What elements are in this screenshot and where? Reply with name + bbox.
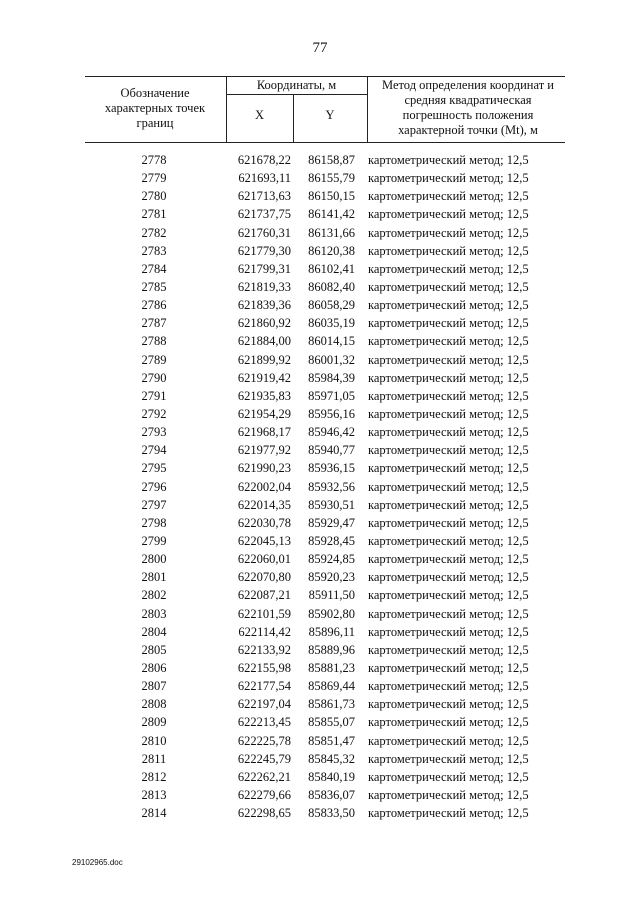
cell-point: 2796 <box>141 479 167 494</box>
cell-point: 2811 <box>141 751 167 766</box>
cell-y: 85836,07 <box>308 787 355 802</box>
header-coords: Координаты, м <box>256 78 337 92</box>
cell-y: 85902,80 <box>308 606 355 621</box>
table-row <box>85 496 565 514</box>
cell-x: 622213,45 <box>237 715 291 730</box>
cell-y: 85984,39 <box>308 370 355 385</box>
cell-x: 621919,42 <box>237 370 291 385</box>
cell-x: 622114,42 <box>238 624 291 639</box>
cell-y: 85956,16 <box>308 406 355 421</box>
table-row <box>85 478 565 496</box>
cell-method: картометрический метод; 12,5 <box>368 515 529 530</box>
header-point: Обозначение характерных точек границ <box>104 86 206 130</box>
cell-point: 2800 <box>141 552 167 567</box>
cell-point: 2789 <box>141 352 167 367</box>
cell-point: 2809 <box>141 715 167 730</box>
header-top-rule <box>85 76 565 77</box>
cell-point: 2799 <box>141 533 167 548</box>
cell-method: картометрический метод; 12,5 <box>368 461 529 476</box>
cell-method: картометрический метод; 12,5 <box>368 153 529 167</box>
table-row <box>85 750 565 768</box>
cell-y: 85929,47 <box>308 515 355 530</box>
cell-y: 85833,50 <box>308 806 355 821</box>
coords-sub-rule <box>226 94 367 95</box>
cell-x: 621779,30 <box>237 243 291 258</box>
header-y: Y <box>325 108 335 122</box>
cell-method: картометрический метод; 12,5 <box>368 352 529 367</box>
page-number: 77 <box>312 40 328 56</box>
cell-method: картометрический метод; 12,5 <box>368 279 529 294</box>
cell-x: 621799,31 <box>237 261 291 276</box>
table-row <box>85 532 565 550</box>
cell-x: 621760,31 <box>237 225 291 240</box>
cell-point: 2791 <box>141 388 167 403</box>
cell-x: 621678,22 <box>237 153 291 167</box>
cell-y: 86001,32 <box>308 352 355 367</box>
table-row <box>85 768 565 786</box>
cell-method: картометрический метод; 12,5 <box>368 497 529 512</box>
table-body <box>85 151 565 822</box>
cell-method: картометрический метод; 12,5 <box>368 171 529 186</box>
cell-y: 86150,15 <box>308 189 355 204</box>
cell-y: 85845,32 <box>308 751 355 766</box>
table-row <box>85 659 565 677</box>
cell-point: 2798 <box>141 515 167 530</box>
cell-method: картометрический метод; 12,5 <box>368 606 529 621</box>
cell-x: 622225,78 <box>237 733 291 748</box>
cell-y: 85869,44 <box>308 679 355 694</box>
cell-y: 85928,45 <box>308 533 355 548</box>
cell-y: 85851,47 <box>308 733 355 748</box>
header-divider-3 <box>367 76 368 142</box>
doc-code: 29102965.doc <box>72 858 123 867</box>
cell-point: 2812 <box>141 769 167 784</box>
cell-point: 2787 <box>141 316 167 331</box>
cell-point: 2781 <box>141 207 167 222</box>
cell-method: картометрический метод; 12,5 <box>368 225 529 240</box>
cell-method: картометрический метод; 12,5 <box>368 787 529 802</box>
cell-point: 2778 <box>141 153 167 167</box>
cell-y: 85932,56 <box>308 479 355 494</box>
cell-point: 2779 <box>141 171 167 186</box>
cell-y: 86058,29 <box>308 298 355 313</box>
cell-method: картометрический метод; 12,5 <box>368 733 529 748</box>
cell-x: 621968,17 <box>237 425 291 440</box>
cell-method: картометрический метод; 12,5 <box>368 243 529 258</box>
cell-x: 622101,59 <box>237 606 291 621</box>
cell-point: 2805 <box>141 642 167 657</box>
table-row <box>85 732 565 750</box>
cell-y: 85840,19 <box>308 769 355 784</box>
cell-method: картометрический метод; 12,5 <box>368 624 529 639</box>
cell-method: картометрический метод; 12,5 <box>368 207 529 222</box>
cell-method: картометрический метод; 12,5 <box>368 552 529 567</box>
cell-x: 621884,00 <box>237 334 291 349</box>
cell-method: картометрический метод; 12,5 <box>368 660 529 675</box>
cell-method: картометрический метод; 12,5 <box>368 806 529 821</box>
table-row <box>85 677 565 695</box>
cell-method: картометрический метод; 12,5 <box>368 298 529 313</box>
cell-method: картометрический метод; 12,5 <box>368 642 529 657</box>
table-row <box>85 695 565 713</box>
cell-point: 2784 <box>141 261 167 276</box>
cell-y: 85855,07 <box>308 715 355 730</box>
table-row <box>85 459 565 477</box>
cell-point: 2785 <box>141 279 167 294</box>
cell-x: 622279,66 <box>237 787 291 802</box>
cell-method: картометрический метод; 12,5 <box>368 334 529 349</box>
table-row <box>85 586 565 604</box>
table-row <box>85 351 565 369</box>
cell-y: 85936,15 <box>308 461 355 476</box>
header-bottom-rule <box>85 142 565 143</box>
table-row <box>85 151 565 169</box>
cell-point: 2793 <box>141 425 167 440</box>
cell-method: картометрический метод; 12,5 <box>368 316 529 331</box>
cell-method: картометрический метод; 12,5 <box>368 261 529 276</box>
table-row <box>85 786 565 804</box>
cell-y: 85911,50 <box>308 588 355 603</box>
cell-y: 85946,42 <box>308 425 355 440</box>
cell-y: 85930,51 <box>308 497 355 512</box>
table-row <box>85 296 565 314</box>
cell-x: 622197,04 <box>237 697 291 712</box>
cell-x: 621977,92 <box>237 443 291 458</box>
cell-point: 2795 <box>141 461 167 476</box>
cell-x: 622298,65 <box>237 806 291 821</box>
cell-method: картометрический метод; 12,5 <box>368 533 529 548</box>
cell-x: 621737,75 <box>237 207 291 222</box>
cell-point: 2808 <box>141 697 167 712</box>
cell-x: 621860,92 <box>237 316 291 331</box>
cell-method: картометрический метод; 12,5 <box>368 769 529 784</box>
cell-point: 2790 <box>141 370 167 385</box>
cell-x: 622014,35 <box>237 497 291 512</box>
cell-point: 2780 <box>141 189 167 204</box>
table-row <box>85 405 565 423</box>
table-row <box>85 387 565 405</box>
cell-y: 85920,23 <box>308 570 355 585</box>
cell-x: 622060,01 <box>237 552 291 567</box>
table-row <box>85 187 565 205</box>
cell-x: 622002,04 <box>237 479 291 494</box>
cell-point: 2788 <box>141 334 167 349</box>
cell-y: 86120,38 <box>308 243 355 258</box>
cell-x: 621819,33 <box>237 279 291 294</box>
table-row <box>85 550 565 568</box>
cell-x: 622087,21 <box>237 588 291 603</box>
cell-x: 621693,11 <box>238 171 291 186</box>
table-row <box>85 568 565 586</box>
table-row <box>85 260 565 278</box>
table-row <box>85 804 565 822</box>
table-row <box>85 713 565 731</box>
cell-y: 85896,11 <box>308 624 355 639</box>
cell-point: 2794 <box>141 443 167 458</box>
table-row <box>85 369 565 387</box>
cell-method: картометрический метод; 12,5 <box>368 715 529 730</box>
table-row <box>85 205 565 223</box>
cell-x: 621990,23 <box>237 461 291 476</box>
table-row <box>85 242 565 260</box>
cell-point: 2801 <box>141 570 167 585</box>
cell-point: 2802 <box>141 588 167 603</box>
cell-y: 85889,96 <box>308 642 355 657</box>
cell-x: 621954,29 <box>237 406 291 421</box>
cell-y: 85940,77 <box>308 443 355 458</box>
cell-method: картометрический метод; 12,5 <box>368 388 529 403</box>
table-row <box>85 514 565 532</box>
cell-x: 621713,63 <box>237 189 291 204</box>
cell-point: 2786 <box>141 298 167 313</box>
cell-point: 2783 <box>141 243 167 258</box>
cell-y: 85861,73 <box>308 697 355 712</box>
table-row <box>85 332 565 350</box>
table-row <box>85 224 565 242</box>
header-method: Метод определения координат и средняя квадратическая погрешность положения характерной точки (Mt), м <box>382 78 554 137</box>
cell-y: 86035,19 <box>308 316 355 331</box>
cell-point: 2814 <box>141 806 167 821</box>
cell-x: 622070,80 <box>237 570 291 585</box>
cell-method: картометрический метод; 12,5 <box>368 751 529 766</box>
cell-y: 86082,40 <box>308 279 355 294</box>
cell-method: картометрический метод; 12,5 <box>368 370 529 385</box>
header-x: X <box>254 108 265 122</box>
table-row <box>85 423 565 441</box>
cell-y: 86102,41 <box>308 261 355 276</box>
cell-x: 621899,92 <box>237 352 291 367</box>
cell-x: 622133,92 <box>237 642 291 657</box>
cell-y: 86158,87 <box>308 153 355 167</box>
table-row <box>85 169 565 187</box>
cell-method: картометрический метод; 12,5 <box>368 406 529 421</box>
table-header <box>85 76 565 142</box>
cell-point: 2782 <box>141 225 167 240</box>
cell-method: картометрический метод; 12,5 <box>368 425 529 440</box>
cell-method: картометрический метод; 12,5 <box>368 588 529 603</box>
cell-y: 86155,79 <box>308 171 355 186</box>
cell-point: 2792 <box>141 406 167 421</box>
cell-x: 621935,83 <box>237 388 291 403</box>
cell-x: 622177,54 <box>237 679 291 694</box>
cell-y: 85881,23 <box>308 660 355 675</box>
cell-method: картометрический метод; 12,5 <box>368 479 529 494</box>
cell-y: 86131,66 <box>308 225 355 240</box>
cell-method: картометрический метод; 12,5 <box>368 570 529 585</box>
table-row <box>85 623 565 641</box>
cell-point: 2810 <box>141 733 167 748</box>
cell-method: картометрический метод; 12,5 <box>368 679 529 694</box>
table-row <box>85 314 565 332</box>
cell-method: картометрический метод; 12,5 <box>368 443 529 458</box>
cell-y: 85971,05 <box>308 388 355 403</box>
cell-x: 622245,79 <box>237 751 291 766</box>
cell-x: 622030,78 <box>237 515 291 530</box>
table-row <box>85 278 565 296</box>
cell-x: 622155,98 <box>237 660 291 675</box>
cell-point: 2803 <box>141 606 167 621</box>
cell-point: 2804 <box>141 624 167 639</box>
cell-method: картометрический метод; 12,5 <box>368 697 529 712</box>
table-row <box>85 605 565 623</box>
cell-x: 621839,36 <box>237 298 291 313</box>
cell-x: 622262,21 <box>237 769 291 784</box>
table-row <box>85 441 565 459</box>
cell-y: 85924,85 <box>308 552 355 567</box>
cell-x: 622045,13 <box>237 533 291 548</box>
cell-y: 86141,42 <box>308 207 355 222</box>
table-row <box>85 641 565 659</box>
cell-point: 2806 <box>141 660 167 675</box>
cell-point: 2797 <box>141 497 167 512</box>
cell-point: 2807 <box>141 679 167 694</box>
cell-method: картометрический метод; 12,5 <box>368 189 529 204</box>
cell-y: 86014,15 <box>308 334 355 349</box>
cell-point: 2813 <box>141 787 167 802</box>
